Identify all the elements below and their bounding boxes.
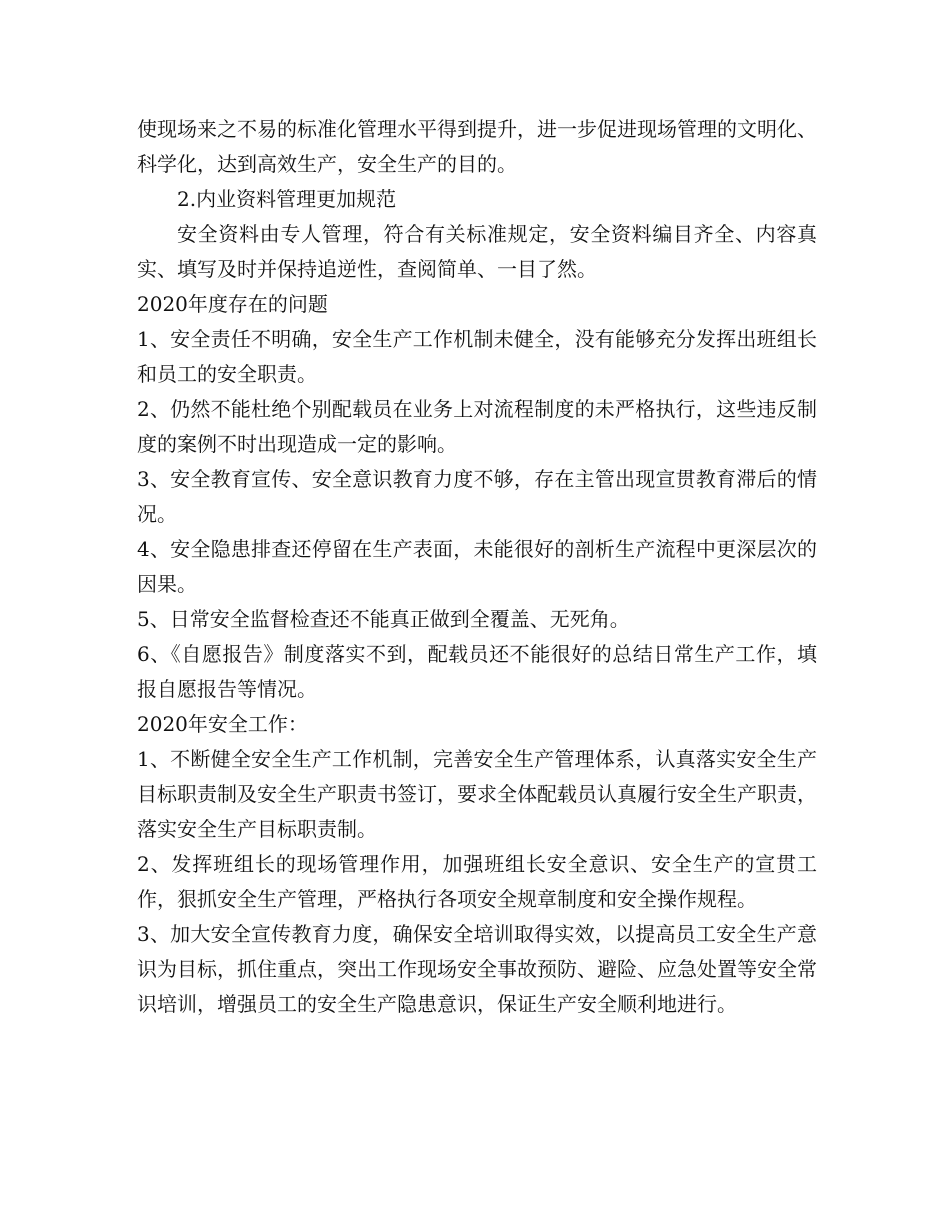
section-heading-internal-records: 2.内业资料管理更加规范: [177, 187, 397, 211]
problem-item-4: 4、安全隐患排查还停留在生产表面，未能很好的剖析生产流程中更深层次的因果。: [137, 537, 817, 596]
problem-item-1: 1、安全责任不明确，安全生产工作机制未健全，没有能够充分发挥出班组长和员工的安全职责。: [137, 327, 817, 386]
problem-item-5: 5、日常安全监督检查还不能真正做到全覆盖、无死角。: [137, 607, 630, 631]
document-body: [137, 112, 817, 1022]
problem-item-6: 6、《自愿报告》制度落实不到，配载员还不能很好的总结日常生产工作，填报自愿报告等情况。: [137, 642, 817, 701]
section-heading-safety-work: 2020年安全工作：: [137, 712, 308, 736]
paragraph-safety-records: 安全资料由专人管理，符合有关标准规定，安全资料编目齐全、内容真实、填写及时并保持追逆性，查阅简单、一目了然。: [137, 222, 817, 281]
problem-item-2: 2、仍然不能杜绝个别配载员在业务上对流程制度的未严格执行，这些违反制度的案例不时出现造成一定的影响。: [137, 397, 817, 456]
work-item-1: 1、不断健全安全生产工作机制，完善安全生产管理体系，认真落实安全生产目标职责制及安全生产职责书签订，要求全体配载员认真履行安全生产职责，落实安全生产目标职责制。: [137, 747, 817, 841]
work-item-3: 3、加大安全宣传教育力度，确保安全培训取得实效，以提高员工安全生产意识为目标，抓住重点，突出工作现场安全事故预防、避险、应急处置等安全常识培训，增强员工的安全生产隐患意识，保证生产安全顺利地进行。: [137, 922, 817, 1016]
section-heading-problems: 2020年度存在的问题: [137, 292, 328, 316]
work-item-2: 2、发挥班组长的现场管理作用，加强班组长安全意识、安全生产的宣贯工作，狠抓安全生产管理，严格执行各项安全规章制度和安全操作规程。: [137, 852, 817, 911]
paragraph-intro-continuation: 使现场来之不易的标准化管理水平得到提升，进一步促进现场管理的文明化、科学化，达到高效生产，安全生产的目的。: [137, 117, 817, 176]
problem-item-3: 3、安全教育宣传、安全意识教育力度不够，存在主管出现宣贯教育滞后的情况。: [137, 467, 817, 526]
